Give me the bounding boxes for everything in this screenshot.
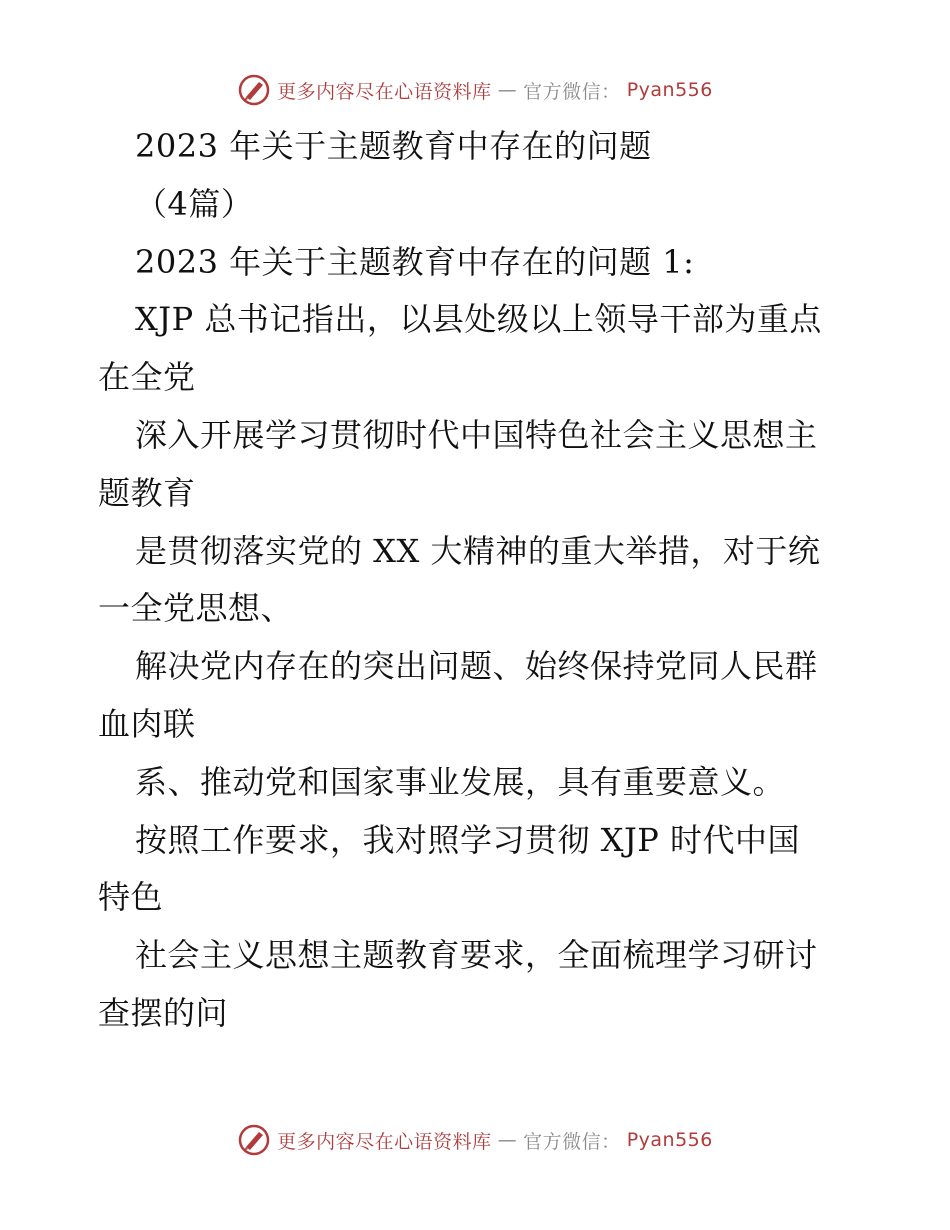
paragraph-line: 按照工作要求，我对照学习贯彻 XJP 时代中国: [135, 820, 800, 859]
paragraph-line: 在全党: [98, 358, 196, 397]
footer-watermark: [0, 1120, 950, 1160]
watermark-wechat-id: Pyan556: [626, 79, 713, 101]
paragraph-line: XJP 总书记指出，以县处级以上领导干部为重点: [135, 300, 822, 339]
watermark-separator: —: [497, 79, 518, 101]
quill-pen-logo-icon: [237, 1123, 271, 1157]
paragraph-line: 深入开展学习贯彻时代中国特色社会主义思想主: [135, 415, 818, 454]
paragraph-line: 社会主义思想主题教育要求，全面梳理学习研讨: [135, 936, 818, 975]
paragraph-line: 特色: [98, 878, 164, 917]
paragraph-line: 系、推动党和国家事业发展，具有重要意义。: [135, 762, 786, 801]
quill-pen-logo-icon: [237, 73, 271, 107]
header-watermark: [0, 70, 950, 110]
watermark-text: 更多内容尽在心语资料库: [277, 80, 492, 103]
paragraph-line: 题教育: [98, 473, 196, 512]
doc-title: 2023 年关于主题教育中存在的问题: [135, 127, 652, 165]
watermark-wechat-label: 官方微信：: [523, 80, 621, 103]
section-heading: 2023 年关于主题教育中存在的问题 1:: [135, 242, 695, 281]
doc-subtitle-count: （4篇）: [135, 184, 254, 223]
watermark-separator: —: [497, 1129, 518, 1151]
paragraph-line: 查摆的问: [98, 993, 229, 1032]
paragraph-line: 血肉联: [98, 704, 196, 743]
watermark-wechat-id: Pyan556: [626, 1129, 713, 1151]
paragraph-line: 是贯彻落实党的 XX 大精神的重大举措，对于统: [135, 531, 821, 570]
watermark-text: 更多内容尽在心语资料库: [277, 1130, 492, 1153]
paragraph-line: 解决党内存在的突出问题、始终保持党同人民群: [135, 647, 818, 686]
document-body: [98, 118, 858, 1043]
watermark-wechat-label: 官方微信：: [523, 1130, 621, 1153]
paragraph-line: 一全党思想、: [98, 589, 294, 628]
